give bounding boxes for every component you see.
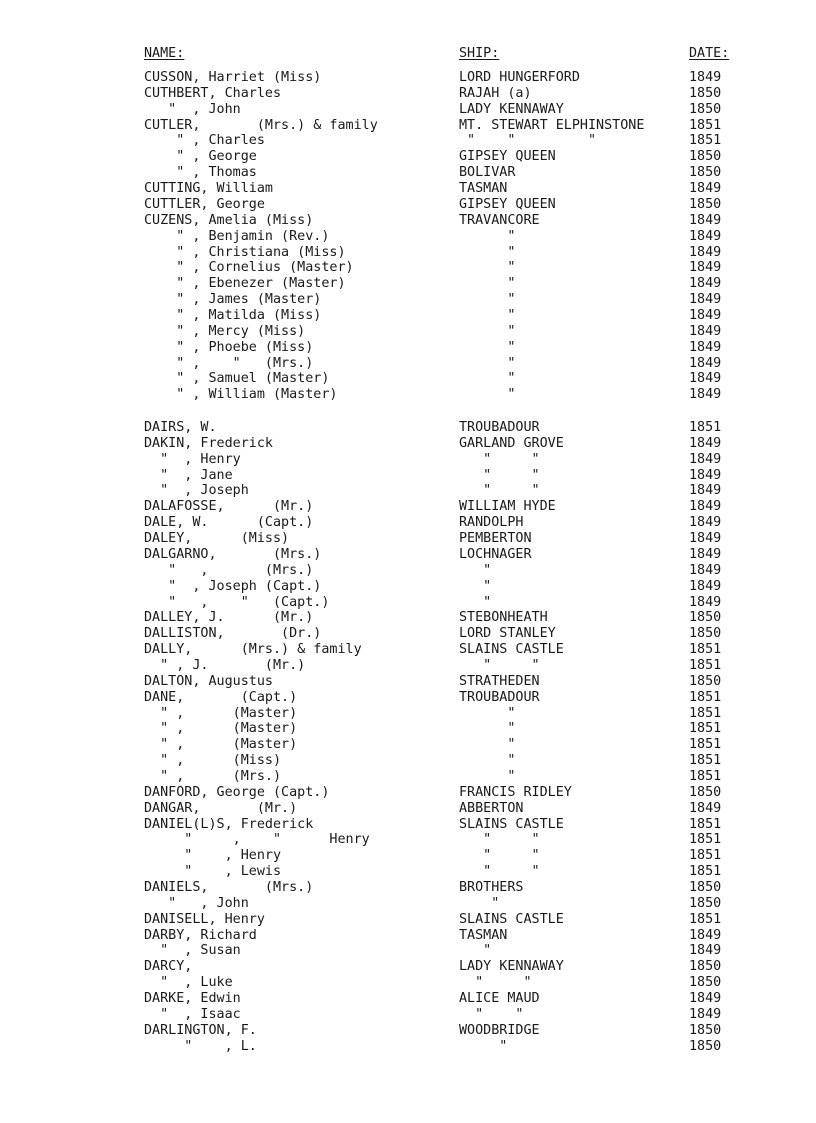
passenger-name: " , Benjamin (Rev.) bbox=[144, 228, 330, 244]
ship-name: SLAINS CASTLE bbox=[459, 911, 564, 927]
passenger-name: " , (Mrs.) bbox=[144, 768, 282, 784]
passenger-row bbox=[0, 975, 816, 991]
arrival-year: 1849 bbox=[689, 292, 722, 307]
passenger-name: CUTTING, William bbox=[144, 181, 273, 196]
passenger-name: " , " Henry bbox=[144, 832, 370, 848]
passenger-name: DANIELS, (Mrs.) bbox=[144, 879, 314, 895]
passenger-name: DARKE, Edwin bbox=[144, 991, 241, 1006]
passenger-name: " , Jane bbox=[144, 467, 233, 483]
arrival-year: 1849 bbox=[689, 260, 722, 276]
passenger-row bbox=[0, 213, 816, 229]
date-column-header: DATE: bbox=[689, 46, 730, 61]
arrival-year: 1851 bbox=[689, 911, 722, 927]
arrival-year: 1849 bbox=[689, 991, 722, 1006]
arrival-year: 1849 bbox=[689, 323, 722, 339]
passenger-row bbox=[0, 626, 816, 642]
passenger-row bbox=[0, 1007, 816, 1023]
arrival-year: 1851 bbox=[689, 848, 722, 864]
passenger-name: DALGARNO, (Mrs.) bbox=[144, 546, 322, 562]
ship-name: WILLIAM HYDE bbox=[459, 499, 556, 515]
passenger-row bbox=[0, 245, 816, 261]
passenger-name: " , John bbox=[144, 101, 241, 117]
arrival-year: 1851 bbox=[689, 768, 722, 784]
ship-column-header: SHIP: bbox=[459, 46, 500, 61]
passenger-row bbox=[0, 959, 816, 975]
passenger-row bbox=[0, 848, 816, 864]
passenger-name: DARBY, Richard bbox=[144, 927, 257, 943]
passenger-row bbox=[0, 149, 816, 165]
passenger-row bbox=[0, 706, 816, 722]
passenger-row bbox=[0, 308, 816, 324]
passenger-name: CUTLER, (Mrs.) & family bbox=[144, 117, 378, 133]
arrival-year: 1849 bbox=[689, 212, 722, 228]
ship-name: BOLIVAR bbox=[459, 165, 516, 181]
passenger-name: DANISELL, Henry bbox=[144, 911, 265, 927]
ship-name: " " bbox=[459, 864, 540, 880]
passenger-name: " , L. bbox=[144, 1038, 257, 1054]
ship-name: " bbox=[459, 578, 492, 594]
ship-name: " bbox=[459, 339, 516, 355]
passenger-row bbox=[0, 387, 816, 403]
passenger-name: " , Mercy (Miss) bbox=[144, 323, 306, 339]
passenger-row bbox=[0, 610, 816, 626]
ship-name: TASMAN bbox=[459, 927, 508, 943]
passenger-row bbox=[0, 579, 816, 595]
passenger-row bbox=[0, 832, 816, 848]
passenger-name: " , William (Master) bbox=[144, 387, 338, 403]
passenger-row bbox=[0, 356, 816, 372]
arrival-year: 1851 bbox=[689, 657, 722, 673]
passenger-row bbox=[0, 420, 816, 436]
arrival-year: 1850 bbox=[689, 879, 722, 895]
ship-name: " bbox=[459, 387, 516, 403]
ship-name: " bbox=[459, 260, 516, 276]
passenger-name: " , Luke bbox=[144, 975, 233, 991]
ship-name: TROUBADOUR bbox=[459, 689, 540, 705]
passenger-name: CUTHBERT, Charles bbox=[144, 85, 282, 101]
passenger-row bbox=[0, 340, 816, 356]
arrival-year: 1851 bbox=[689, 420, 722, 435]
arrival-year: 1849 bbox=[689, 228, 722, 244]
ship-name: " " bbox=[459, 657, 540, 673]
passenger-row bbox=[0, 292, 816, 308]
ship-name: TASMAN bbox=[459, 181, 508, 196]
arrival-year: 1851 bbox=[689, 721, 722, 737]
passenger-row bbox=[0, 880, 816, 896]
passenger-name: " , (Miss) bbox=[144, 753, 282, 769]
arrival-year: 1851 bbox=[689, 737, 722, 753]
passenger-name: DALLY, (Mrs.) & family bbox=[144, 642, 362, 657]
arrival-year: 1849 bbox=[689, 371, 722, 387]
passenger-name: DALE, W. (Capt.) bbox=[144, 515, 314, 531]
passenger-row bbox=[0, 165, 816, 181]
ship-name: RANDOLPH bbox=[459, 515, 524, 531]
ship-name: SLAINS CASTLE bbox=[459, 642, 564, 657]
passenger-row bbox=[0, 229, 816, 245]
passenger-name: " , Samuel (Master) bbox=[144, 371, 330, 387]
arrival-year: 1849 bbox=[689, 387, 722, 403]
arrival-year: 1849 bbox=[689, 355, 722, 371]
passenger-name: " , Charles bbox=[144, 133, 265, 149]
passenger-name: DANGAR, (Mr.) bbox=[144, 800, 298, 816]
passenger-row bbox=[0, 102, 816, 118]
arrival-year: 1850 bbox=[689, 165, 722, 181]
arrival-year: 1851 bbox=[689, 705, 722, 721]
ship-name: " bbox=[459, 737, 516, 753]
ship-name: TROUBADOUR bbox=[459, 420, 540, 435]
ship-name: STRATHEDEN bbox=[459, 673, 540, 689]
passenger-row bbox=[0, 1023, 816, 1039]
passenger-name: DARCY, bbox=[144, 959, 193, 975]
arrival-year: 1850 bbox=[689, 149, 722, 165]
arrival-year: 1851 bbox=[689, 689, 722, 705]
arrival-year: 1851 bbox=[689, 133, 722, 149]
passenger-row bbox=[0, 785, 816, 801]
ship-name: " bbox=[459, 705, 516, 721]
ship-name: " bbox=[459, 895, 500, 911]
passenger-row bbox=[0, 133, 816, 149]
passenger-name: " , Joseph (Capt.) bbox=[144, 578, 322, 594]
passenger-row bbox=[0, 118, 816, 134]
passenger-name: DAKIN, Frederick bbox=[144, 435, 273, 451]
passenger-row bbox=[0, 896, 816, 912]
passenger-name: DALEY, (Miss) bbox=[144, 531, 290, 546]
passenger-row bbox=[0, 515, 816, 531]
passenger-name: DANE, (Capt.) bbox=[144, 689, 298, 705]
passenger-row bbox=[0, 436, 816, 452]
passenger-name: CUSSON, Harriet (Miss) bbox=[144, 70, 322, 85]
arrival-year: 1851 bbox=[689, 816, 722, 832]
ship-name: MT. STEWART ELPHINSTONE bbox=[459, 117, 645, 133]
passenger-name: " , John bbox=[144, 895, 249, 911]
passenger-name: " , Thomas bbox=[144, 165, 257, 181]
arrival-year: 1850 bbox=[689, 673, 722, 689]
ship-name: " bbox=[459, 594, 492, 610]
passenger-name: CUTTLER, George bbox=[144, 196, 265, 212]
ship-name: SLAINS CASTLE bbox=[459, 816, 564, 832]
ship-name: STEBONHEATH bbox=[459, 610, 548, 626]
passenger-name: " , James (Master) bbox=[144, 292, 322, 307]
passenger-name: " , Ebenezer (Master) bbox=[144, 276, 346, 292]
ship-name: " bbox=[459, 307, 516, 323]
arrival-year: 1849 bbox=[689, 594, 722, 610]
passenger-row bbox=[0, 371, 816, 387]
ship-name: RAJAH (a) bbox=[459, 85, 532, 101]
arrival-year: 1849 bbox=[689, 483, 722, 499]
arrival-year: 1849 bbox=[689, 339, 722, 355]
ship-name: " bbox=[459, 228, 516, 244]
ship-name: FRANCIS RIDLEY bbox=[459, 784, 572, 800]
passenger-name: DALLEY, J. (Mr.) bbox=[144, 610, 314, 626]
passenger-name: DALLISTON, (Dr.) bbox=[144, 626, 322, 642]
passenger-name: " , Lewis bbox=[144, 864, 282, 880]
passenger-name: " , George bbox=[144, 149, 257, 165]
ship-name: " bbox=[459, 244, 516, 260]
arrival-year: 1849 bbox=[689, 943, 722, 959]
arrival-year: 1849 bbox=[689, 70, 722, 85]
arrival-year: 1850 bbox=[689, 1038, 722, 1054]
arrival-year: 1850 bbox=[689, 959, 722, 975]
passenger-row bbox=[0, 928, 816, 944]
arrival-year: 1850 bbox=[689, 101, 722, 117]
passenger-name: " , Christiana (Miss) bbox=[144, 244, 346, 260]
ship-name: LORD STANLEY bbox=[459, 626, 556, 642]
ship-name: " bbox=[459, 371, 516, 387]
arrival-year: 1850 bbox=[689, 196, 722, 212]
ship-name: " bbox=[459, 721, 516, 737]
arrival-year: 1849 bbox=[689, 546, 722, 562]
arrival-year: 1849 bbox=[689, 499, 722, 515]
passenger-name: " , J. (Mr.) bbox=[144, 657, 306, 673]
ship-name: " " bbox=[459, 483, 540, 499]
ship-name: ALICE MAUD bbox=[459, 991, 540, 1006]
arrival-year: 1851 bbox=[689, 864, 722, 880]
arrival-year: 1849 bbox=[689, 927, 722, 943]
passenger-row bbox=[0, 943, 816, 959]
ship-name: " bbox=[459, 753, 516, 769]
ship-name: " bbox=[459, 943, 492, 959]
ship-name: GIPSEY QUEEN bbox=[459, 196, 556, 212]
arrival-year: 1849 bbox=[689, 467, 722, 483]
passenger-name: " , Henry bbox=[144, 451, 241, 467]
passenger-row bbox=[0, 70, 816, 86]
arrival-year: 1851 bbox=[689, 117, 722, 133]
ship-name: " " bbox=[459, 467, 540, 483]
passenger-name: DALAFOSSE, (Mr.) bbox=[144, 499, 314, 515]
passenger-row bbox=[0, 483, 816, 499]
ship-name: " bbox=[459, 323, 516, 339]
ship-name: " bbox=[459, 292, 516, 307]
passenger-name: " , " (Mrs.) bbox=[144, 355, 314, 371]
passenger-row bbox=[0, 769, 816, 785]
ship-name: GIPSEY QUEEN bbox=[459, 149, 556, 165]
column-headers bbox=[0, 46, 816, 62]
passenger-row bbox=[0, 721, 816, 737]
name-column-header: NAME: bbox=[144, 46, 185, 61]
arrival-year: 1849 bbox=[689, 435, 722, 451]
passenger-row bbox=[0, 1039, 816, 1055]
passenger-row bbox=[0, 531, 816, 547]
arrival-year: 1850 bbox=[689, 1022, 722, 1038]
ship-name: GARLAND GROVE bbox=[459, 435, 564, 451]
arrival-year: 1851 bbox=[689, 753, 722, 769]
arrival-year: 1849 bbox=[689, 531, 722, 546]
arrival-year: 1849 bbox=[689, 1006, 722, 1022]
ship-name: " bbox=[459, 768, 516, 784]
ship-name: " bbox=[459, 562, 492, 578]
passenger-row bbox=[0, 753, 816, 769]
passenger-row bbox=[0, 499, 816, 515]
passenger-row bbox=[0, 690, 816, 706]
passenger-name: " , Isaac bbox=[144, 1006, 241, 1022]
passenger-row bbox=[0, 912, 816, 928]
passenger-row bbox=[0, 260, 816, 276]
ship-name: " bbox=[459, 1038, 508, 1054]
ship-name: " " bbox=[459, 451, 540, 467]
ship-name: LOCHNAGER bbox=[459, 546, 532, 562]
passenger-name: CUZENS, Amelia (Miss) bbox=[144, 212, 314, 228]
ship-name: PEMBERTON bbox=[459, 531, 532, 546]
passenger-name: " , (Master) bbox=[144, 737, 298, 753]
arrival-year: 1849 bbox=[689, 181, 722, 196]
ship-name: " bbox=[459, 276, 516, 292]
passenger-row bbox=[0, 817, 816, 833]
arrival-year: 1850 bbox=[689, 610, 722, 626]
passenger-row bbox=[0, 642, 816, 658]
ship-name: TRAVANCORE bbox=[459, 212, 540, 228]
passenger-row bbox=[0, 801, 816, 817]
ship-name: LORD HUNGERFORD bbox=[459, 70, 580, 85]
arrival-year: 1849 bbox=[689, 451, 722, 467]
ship-name: LADY KENNAWAY bbox=[459, 959, 564, 975]
arrival-year: 1851 bbox=[689, 832, 722, 848]
passenger-name: " , Henry bbox=[144, 848, 282, 864]
passenger-name: " , (Mrs.) bbox=[144, 562, 314, 578]
passenger-name: " , Susan bbox=[144, 943, 241, 959]
arrival-year: 1850 bbox=[689, 626, 722, 642]
passenger-row bbox=[0, 658, 816, 674]
ship-name: " " " bbox=[459, 133, 597, 149]
passenger-row bbox=[0, 674, 816, 690]
ship-name: " " bbox=[459, 832, 540, 848]
arrival-year: 1849 bbox=[689, 800, 722, 816]
arrival-year: 1850 bbox=[689, 895, 722, 911]
passenger-name: DARLINGTON, F. bbox=[144, 1022, 257, 1038]
passenger-name: DANFORD, George (Capt.) bbox=[144, 784, 330, 800]
ship-name: " " bbox=[459, 975, 532, 991]
passenger-row bbox=[0, 197, 816, 213]
passenger-row bbox=[0, 563, 816, 579]
arrival-year: 1849 bbox=[689, 244, 722, 260]
passenger-name: " , Phoebe (Miss) bbox=[144, 339, 314, 355]
arrival-year: 1849 bbox=[689, 276, 722, 292]
passenger-name: " , Joseph bbox=[144, 483, 249, 499]
passenger-name: " , (Master) bbox=[144, 705, 298, 721]
passenger-name: DALTON, Augustus bbox=[144, 673, 273, 689]
passenger-name: DANIEL(L)S, Frederick bbox=[144, 816, 314, 832]
passenger-name: " , (Master) bbox=[144, 721, 298, 737]
passenger-row bbox=[0, 991, 816, 1007]
arrival-year: 1850 bbox=[689, 85, 722, 101]
passenger-row bbox=[0, 324, 816, 340]
arrival-year: 1849 bbox=[689, 515, 722, 531]
passenger-name: " , Matilda (Miss) bbox=[144, 307, 322, 323]
ship-name: " " bbox=[459, 1006, 524, 1022]
passenger-row bbox=[0, 547, 816, 563]
passenger-row bbox=[0, 181, 816, 197]
ship-name: LADY KENNAWAY bbox=[459, 101, 564, 117]
ship-name: " " bbox=[459, 848, 540, 864]
arrival-year: 1849 bbox=[689, 307, 722, 323]
ship-name: WOODBRIDGE bbox=[459, 1022, 540, 1038]
arrival-year: 1849 bbox=[689, 578, 722, 594]
arrival-year: 1850 bbox=[689, 784, 722, 800]
passenger-name: " , Cornelius (Master) bbox=[144, 260, 354, 276]
passenger-name: DAIRS, W. bbox=[144, 420, 217, 435]
passenger-row bbox=[0, 864, 816, 880]
passenger-row bbox=[0, 737, 816, 753]
arrival-year: 1851 bbox=[689, 642, 722, 657]
arrival-year: 1849 bbox=[689, 562, 722, 578]
passenger-name: " , " (Capt.) bbox=[144, 594, 330, 610]
passenger-row bbox=[0, 452, 816, 468]
arrival-year: 1850 bbox=[689, 975, 722, 991]
ship-name: " bbox=[459, 355, 516, 371]
passenger-row bbox=[0, 86, 816, 102]
passenger-row bbox=[0, 468, 816, 484]
ship-name: ABBERTON bbox=[459, 800, 524, 816]
ship-name: BROTHERS bbox=[459, 879, 524, 895]
passenger-row bbox=[0, 595, 816, 611]
passenger-row bbox=[0, 276, 816, 292]
